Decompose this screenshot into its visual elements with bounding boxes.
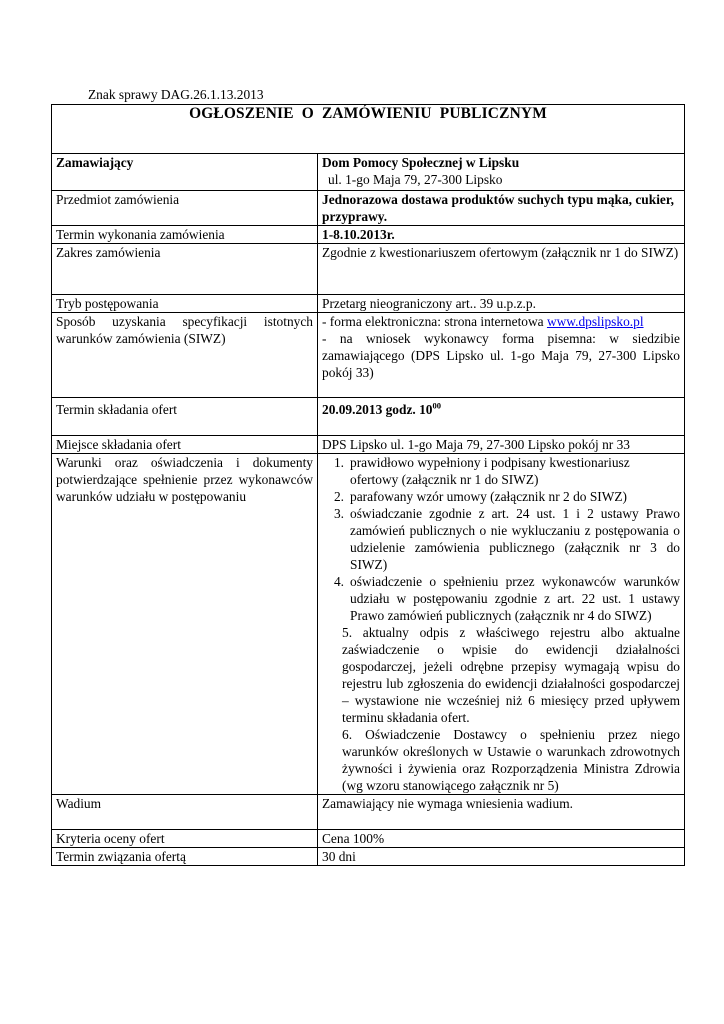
value-termin-wykonania: 1-8.10.2013r. (318, 226, 685, 244)
label-kryteria: Kryteria oceny ofert (52, 830, 318, 848)
list-item-number: 1. (333, 455, 344, 470)
list-item-text: parafowany wzór umowy (załącznik nr 2 do SIWZ) (350, 489, 628, 504)
value-miejsce: DPS Lipsko ul. 1-go Maja 79, 27-300 Lipsko pokój nr 33 (318, 436, 685, 454)
title-row (52, 105, 685, 154)
row-tryb (52, 295, 685, 313)
value-zamawiajacy (318, 154, 685, 191)
label-sposob: Sposób uzyskania specyfikacji istotnych warunków zamówienia (SIWZ) (52, 313, 318, 398)
row-wadium (52, 795, 685, 830)
value-sposob-written: - na wniosek wykonawcy forma pisemna: w siedzibie zamawiającego (DPS Lipsko ul. 1-go Maja 79, 27-300 Lipsko pokój 33) (322, 331, 680, 380)
value-termin-skladania-date: 20.09.2013 godz. 10 (322, 402, 433, 417)
row-warunki (52, 454, 685, 795)
value-kryteria: Cena 100% (318, 830, 685, 848)
list-item (322, 505, 680, 573)
value-termin-skladania (318, 398, 685, 436)
list-item-text: oświadczanie zgodnie z art. 24 ust. 1 i 2 ustawy Prawo zamówień publicznych o nie wykluczaniu z postępowania o udzielenie zamówienia publicznego (załącznik nr 3 do SIWZ) (350, 506, 680, 572)
label-tryb: Tryb postępowania (52, 295, 318, 313)
page-title: OGŁOSZENIE O ZAMÓWIENIU PUBLICZNYM (52, 105, 685, 154)
label-termin-wykonania: Termin wykonania zamówienia (52, 226, 318, 244)
row-zamawiajacy (52, 154, 685, 191)
value-przedmiot: Jednorazowa dostawa produktów suchych typu mąka, cukier, przyprawy. (318, 191, 685, 226)
list-item-6: 6. Oświadczenie Dostawcy o spełnieniu przez niego warunków określonych w Ustawie o warunkach zdrowotnych żywności i żywienia oraz Rozporządzenia Ministra Zdrowia (wg wzoru stanowiącego załącznik nr 5) (342, 727, 680, 793)
row-termin-zwiazania (52, 848, 685, 866)
list-item-text: oświadczenie o spełnieniu przez wykonawców warunków udziału w postępowaniu zgodnie z art. 22 ust. 1 ustawy Prawo zamówień publicznych (załącznik nr 4 do SIWZ) (350, 574, 680, 623)
list-item (322, 454, 680, 488)
list-item-number: 3. (333, 506, 344, 521)
value-zamawiajacy-name: Dom Pomocy Społecznej w Lipsku (322, 155, 520, 170)
value-warunki (318, 454, 685, 795)
value-tryb: Przetarg nieograniczony art.. 39 u.p.z.p. (318, 295, 685, 313)
value-sposob-electronic (322, 313, 680, 330)
list-item-text: prawidłowo wypełniony i podpisany kwestionariusz ofertowy (załącznik nr 1 do SIWZ) (350, 455, 630, 487)
row-termin-wykonania (52, 226, 685, 244)
announcement-table (51, 104, 685, 866)
row-miejsce (52, 436, 685, 454)
value-sposob (318, 313, 685, 398)
website-link[interactable]: www.dpslipsko.pl (546, 314, 644, 329)
value-termin-zwiazania: 30 dni (318, 848, 685, 866)
value-termin-skladania-minutes: 00 (432, 400, 441, 411)
value-sposob-prefix: - forma elektroniczna: strona internetowa (322, 314, 547, 329)
row-sposob (52, 313, 685, 398)
row-zakres (52, 244, 685, 295)
case-number: Znak sprawy DAG.26.1.13.2013 (88, 87, 264, 102)
list-item-5: 5. aktualny odpis z właściwego rejestru albo aktualne zaświadczenie o wpisie do ewidencji działalności gospodarczej, jeżeli odrębne przepisy wymagają wpisu do rejestru lub zgłoszenia do ewidencji działalności gospodarczej – wystawione nie wcześniej niż 6 miesięcy przed upływem terminu składania ofert. (342, 625, 680, 725)
value-wadium: Zamawiający nie wymaga wniesienia wadium. (318, 795, 685, 830)
label-wadium: Wadium (52, 795, 318, 830)
label-zakres: Zakres zamówienia (52, 244, 318, 295)
label-miejsce: Miejsce składania ofert (52, 436, 318, 454)
label-zamawiajacy: Zamawiający (52, 154, 318, 191)
label-warunki: Warunki oraz oświadczenia i dokumenty potwierdzające spełnienie przez wykonawców warunków udziału w postępowaniu (52, 454, 318, 795)
row-kryteria (52, 830, 685, 848)
label-termin-zwiazania: Termin związania ofertą (52, 848, 318, 866)
value-zamawiajacy-address: ul. 1-go Maja 79, 27-300 Lipsko (328, 172, 503, 187)
list-item-number: 4. (333, 574, 344, 589)
list-item (322, 573, 680, 624)
row-termin-skladania (52, 398, 685, 436)
list-item (322, 488, 680, 505)
label-przedmiot: Przedmiot zamówienia (52, 191, 318, 226)
list-item-number: 2. (333, 489, 344, 504)
row-przedmiot (52, 191, 685, 226)
label-termin-skladania: Termin składania ofert (52, 398, 318, 436)
value-zakres: Zgodnie z kwestionariuszem ofertowym (załącznik nr 1 do SIWZ) (318, 244, 685, 295)
